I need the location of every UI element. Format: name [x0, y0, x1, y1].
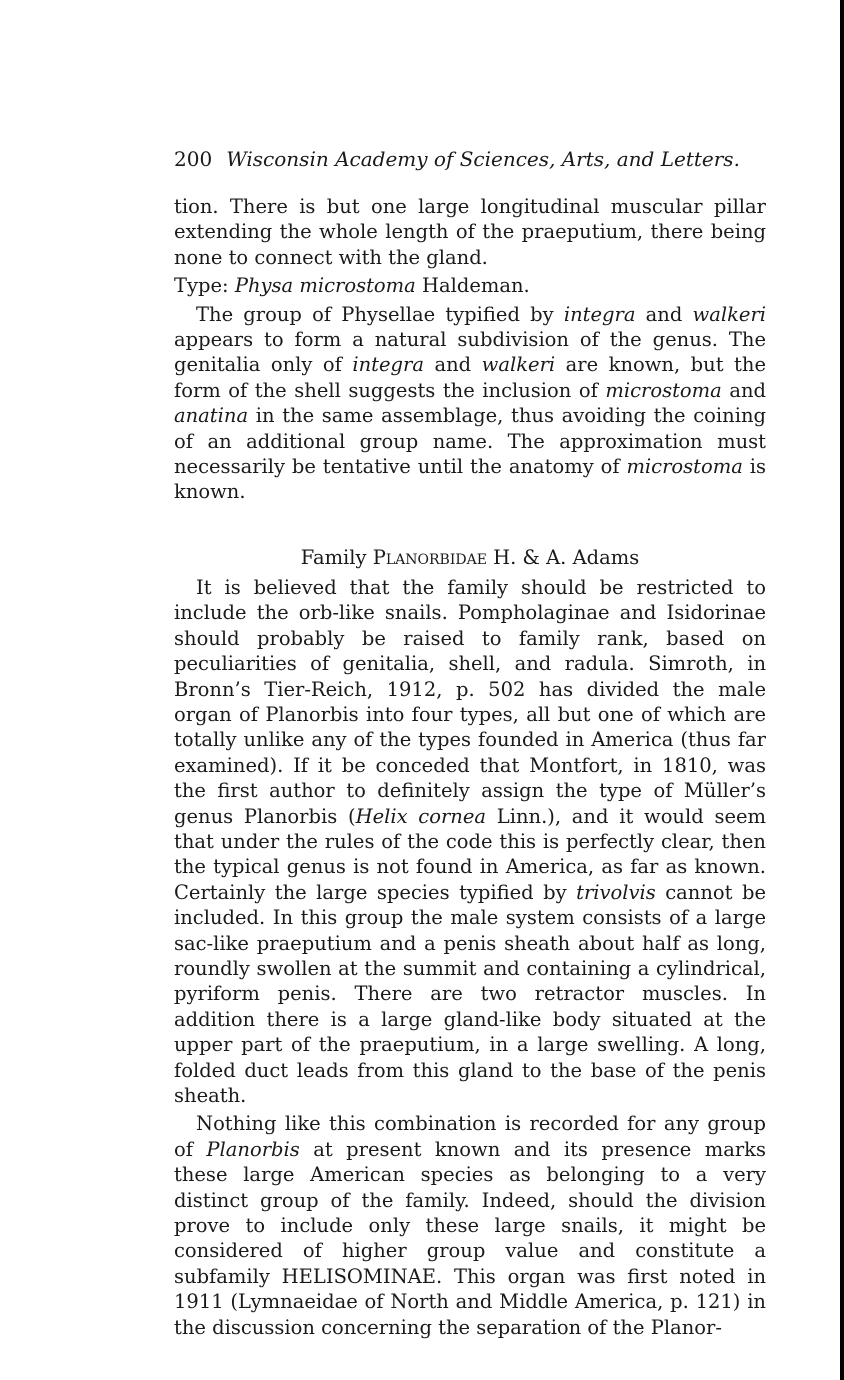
page-number: 200: [174, 147, 213, 171]
text-run: in the same assemblage, thus avoiding the coining of an additional group name. The approximation must necessarily be tentative until the anatomy of: [174, 404, 766, 479]
italic-term: trivolvis: [576, 880, 656, 904]
paragraph-physellae: [174, 302, 766, 505]
paragraph-family: [174, 575, 766, 1109]
italic-term: walkeri: [692, 302, 766, 326]
italic-term: microstoma: [605, 378, 722, 402]
heading-family-name: Planorbidae: [372, 545, 487, 569]
text-run: and: [721, 378, 766, 402]
italic-term: Planorbis: [206, 1137, 300, 1161]
journal-title: Wisconsin Academy of Sciences, Arts, and Letters.: [226, 147, 740, 171]
italic-term: walkeri: [481, 353, 556, 377]
text-run: It is believed that the family should be restricted to include the orb-like snails. Pompholaginae and Isidorinae should probably be raised to family rank, based on peculiarities of genitalia, shell, and radula. Simroth, in Bronn’s Tier-Reich, 1912, p. 502 has divided the male organ of Planorbis into four types, all but one of which are totally unlike any of the types founded in America (thus far examined). If it be conceded that Montfort, in 1810, was the first author to definitely assign the type of Müller’s genus Planorbis (: [174, 575, 766, 828]
paragraph-nothing-like: [174, 1111, 766, 1340]
text-run: Nothing like this combination is recorded for any group of: [174, 1112, 766, 1161]
type-author: Haldeman.: [421, 274, 530, 298]
text-run: The group of Physellae typified by: [196, 302, 564, 326]
type-species: Physa microstoma: [234, 274, 416, 298]
page-body: [174, 146, 766, 1340]
italic-term: integra: [563, 302, 636, 326]
section-heading-family: [174, 545, 766, 571]
paragraph-continuation: tion. There is but one large longitudinal muscular pillar extending the whole length of the praeputium, there being none to connect with the gland.: [174, 195, 766, 269]
text-run: are known, but the form of the shell suggests the inclusion of: [174, 353, 766, 402]
italic-term: integra: [352, 353, 424, 377]
text-run: at present known and its presence marks these large American species as belonging to a very distinct group of the family. Indeed, should the division prove to include only these large snails, it might be considered of higher group value and constitute a subfamily HELISOMINAE. This organ was first noted in 1911 (Lymnaeidae of North and Middle America, p. 121) in the discussion concerning the separation of the Planor-: [174, 1137, 766, 1339]
text-run: appears to form a natural subdivision of the genus. The genitalia only of: [174, 328, 766, 377]
type-label: Type:: [174, 274, 229, 298]
text-run: and: [424, 353, 482, 377]
italic-term: anatina: [174, 404, 249, 428]
italic-term: Helix cornea: [355, 804, 487, 828]
text-run: Linn.), and it would seem that under the rules of the code this is perfectly clear, then the typical genus is not found in America, as far as known. Certainly the large species typified by: [174, 804, 767, 904]
text-run: is known.: [174, 455, 766, 504]
italic-term: microstoma: [626, 455, 743, 479]
type-designation: [174, 273, 766, 298]
heading-authority: H. & A. Adams: [493, 545, 640, 569]
heading-prefix: Family: [300, 545, 367, 569]
scan-edge-border: [840, 0, 844, 1380]
text-run: cannot be included. In this group the male system consists of a large sac-like praeputium and a penis sheath about half as long, roundly swollen at the summit and containing a cylindrical, pyriform penis. There are two retractor muscles. In addition there is a large gland-like body situated at the upper part of the praeputium, in a large swelling. A long, folded duct leads from this gland to the base of the penis sheath.: [174, 880, 766, 1107]
running-header: [174, 146, 766, 172]
text-run: and: [635, 302, 693, 326]
